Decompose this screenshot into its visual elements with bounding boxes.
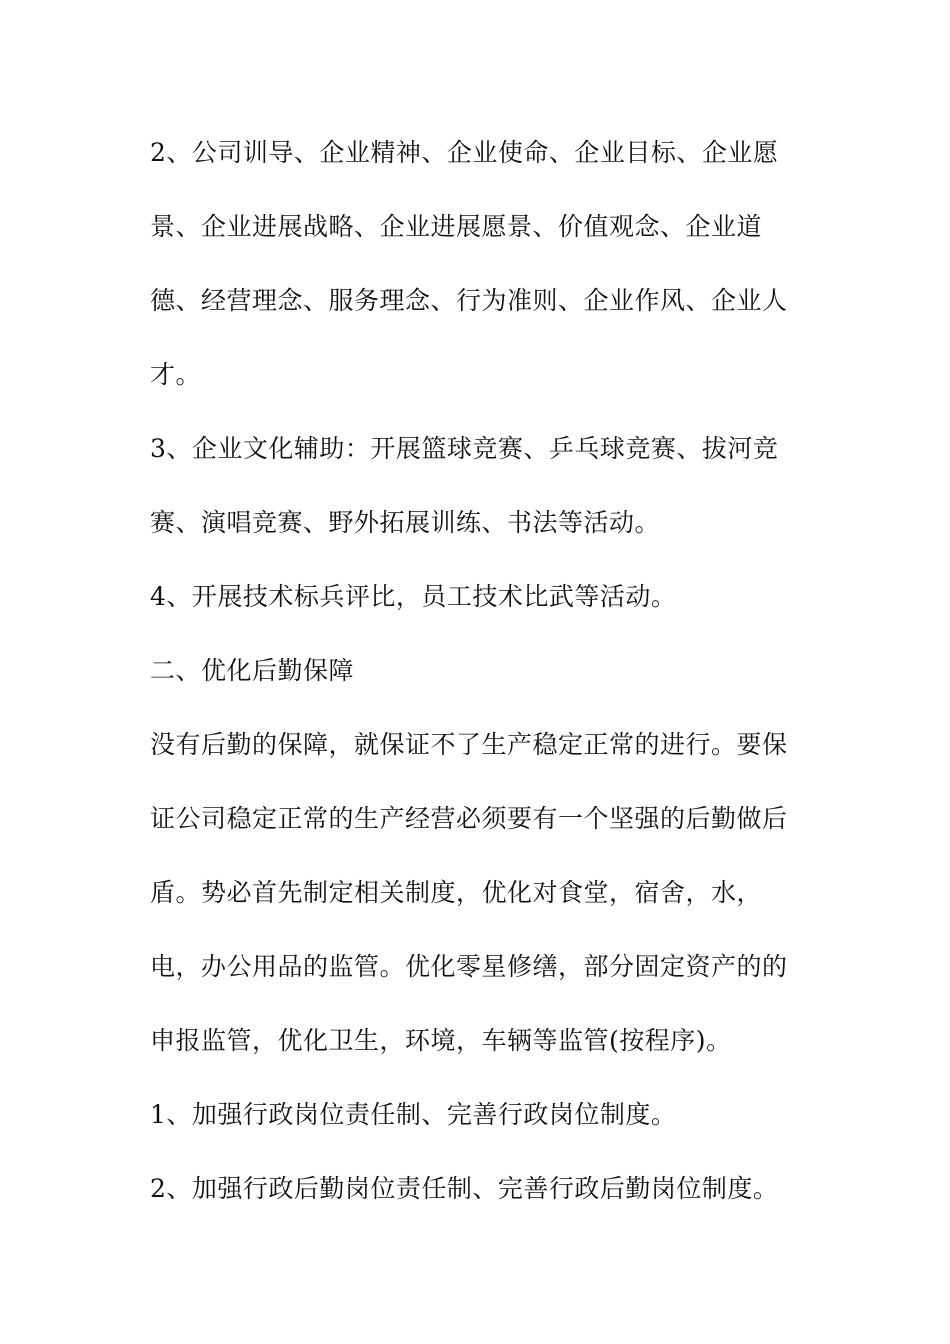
paragraph-line: 3、企业文化辅助：开展篮球竞赛、乒乓球竞赛、拔河竞: [150, 434, 779, 463]
document-body: [150, 126, 800, 1236]
paragraph-line: 申报监管，优化卫生，环境，车辆等监管(按程序)。: [150, 1026, 732, 1055]
paragraph-line: 2、加强行政后勤岗位责任制、完善行政后勤岗位制度。: [150, 1174, 779, 1203]
paragraph-line: 盾。势必首先制定相关制度，优化对食堂，宿舍，水，: [150, 878, 763, 907]
paragraph-line: 1、加强行政岗位责任制、完善行政岗位制度。: [150, 1100, 677, 1129]
section-heading: 二、优化后勤保障: [150, 656, 355, 685]
paragraph-line: 德、经营理念、服务理念、行为准则、企业作风、企业人: [150, 286, 788, 315]
paragraph-line: 才。: [150, 360, 202, 389]
paragraph-line: 电，办公用品的监管。优化零星修缮，部分固定资产的的: [150, 952, 788, 981]
paragraph-line: 景、企业进展战略、企业进展愿景、价值观念、企业道: [150, 212, 763, 241]
paragraph-line: 赛、演唱竞赛、野外拓展训练、书法等活动。: [150, 508, 661, 537]
paragraph-line: 4、开展技术标兵评比，员工技术比武等活动。: [150, 582, 677, 611]
paragraph-line: 2、公司训导、企业精神、企业使命、企业目标、企业愿: [150, 138, 779, 167]
paragraph-line: 证公司稳定正常的生产经营必须要有一个坚强的后勤做后: [150, 804, 788, 833]
paragraph-line: 没有后勤的保障，就保证不了生产稳定正常的进行。要保: [150, 730, 788, 759]
